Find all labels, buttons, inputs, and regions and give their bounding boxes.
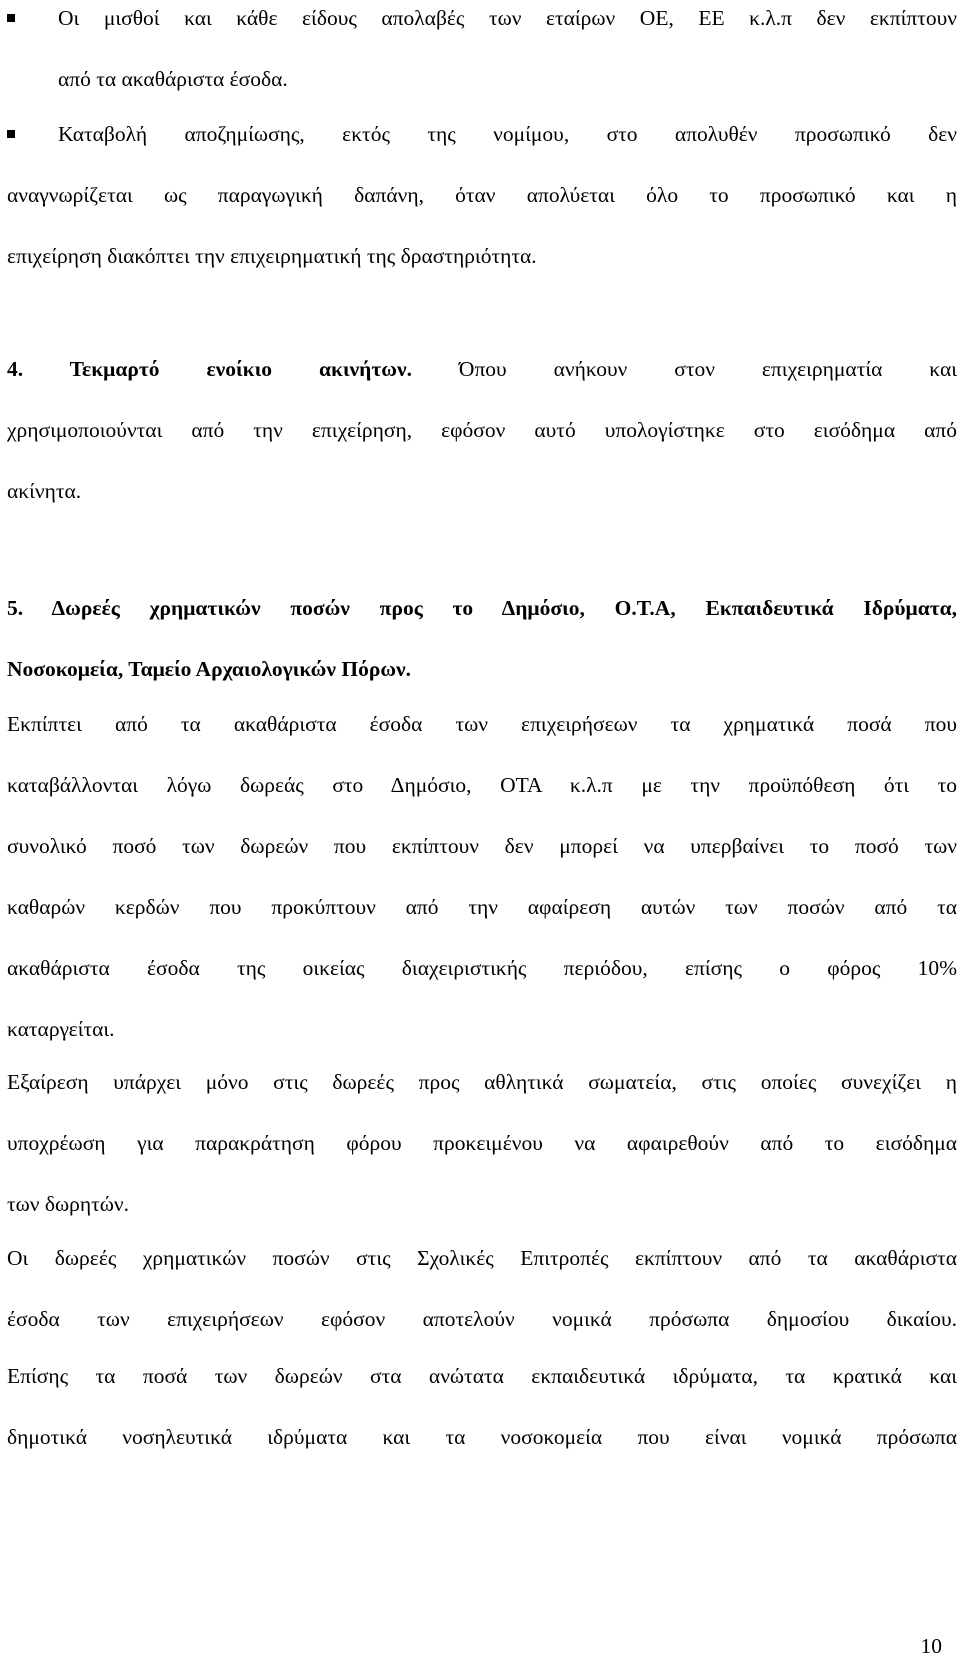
page-number: 10 [920,1634,942,1658]
paragraph-line: των δωρητών. [7,1192,130,1216]
section-5-heading [7,578,957,700]
paragraph-sports-clubs [7,1052,957,1235]
bullet-item-compensation [7,104,957,287]
section-5-heading-line: 5. Δωρεές χρηματικών ποσών προς το Δημόσιο, Ο.Τ.Α, Εκπαιδευτικά Ιδρύματα, [7,596,957,620]
bullet-line [7,0,957,49]
paragraph-line: Εκπίπτει από τα ακαθάριστα έσοδα των επιχειρήσεων τα χρηματικά ποσά που [7,712,957,736]
paragraph-higher-education [7,1346,957,1468]
paragraph-donations-deduction [7,694,957,1060]
paragraph-line: συνολικό ποσό των δωρεών που εκπίπτουν δεν μπορεί να υπερβαίνει το ποσό των [7,834,957,858]
paragraph-line: καταβάλλονται λόγω δωρεάς στο Δημόσιο, ΟΤΑ κ.λ.π με την προϋπόθεση ότι το [7,773,957,797]
square-bullet-icon [7,130,15,138]
bullet-text: επιχείρηση διακόπτει την επιχειρηματική της δραστηριότητα. [7,244,537,268]
paragraph-line: έσοδα των επιχειρήσεων εφόσον αποτελούν νομικά πρόσωπα δημοσίου δικαίου. [7,1307,957,1331]
section-4-text: Όπου ανήκουν στον επιχειρηματία και [458,357,958,381]
bullet-text: Οι μισθοί και κάθε είδους απολαβές των εταίρων ΟΕ, ΕΕ κ.λ.π δεν εκπίπτουν [58,6,957,30]
bullet-text: Καταβολή αποζημίωσης, εκτός της νομίμου, στο απολυθέν προσωπικό δεν [58,122,957,146]
paragraph-line: υποχρέωση για παρακράτηση φόρου προκειμένου να αφαιρεθούν από το εισόδημα [7,1131,957,1155]
section-5-heading-line: Νοσοκομεία, Ταμείο Αρχαιολογικών Πόρων. [7,657,412,681]
section-4 [7,339,957,522]
bullet-item-salaries [7,0,957,110]
bullet-text: από τα ακαθάριστα έσοδα. [58,67,288,91]
section-4-text: χρησιμοποιούνται από την επιχείρηση, εφόσον αυτό υπολογίστηκε στο εισόδημα από [7,418,957,442]
section-4-heading: 4. Τεκμαρτό ενοίκιο ακινήτων. [7,357,412,381]
bullet-line [7,104,957,165]
paragraph-line: καταργείται. [7,1017,115,1041]
paragraph-line: Εξαίρεση υπάρχει μόνο στις δωρεές προς αθλητικά σωματεία, στις οποίες συνεχίζει η [7,1070,957,1094]
section-4-text: ακίνητα. [7,479,82,503]
section-4-first-line [7,339,957,400]
paragraph-line: Επίσης τα ποσά των δωρεών στα ανώτατα εκπαιδευτικά ιδρύματα, τα κρατικά και [7,1364,957,1388]
paragraph-line: δημοτικά νοσηλευτικά ιδρύματα και τα νοσοκομεία που είναι νομικά πρόσωπα [7,1425,957,1449]
paragraph-line: καθαρών κερδών που προκύπτουν από την αφαίρεση αυτών των ποσών από τα [7,895,957,919]
paragraph-school-committees [7,1228,957,1350]
square-bullet-icon [7,14,15,22]
paragraph-line: Οι δωρεές χρηματικών ποσών στις Σχολικές Επιτροπές εκπίπτουν από τα ακαθάριστα [7,1246,957,1270]
paragraph-line: ακαθάριστα έσοδα της οικείας διαχειριστικής περιόδου, επίσης ο φόρος 10% [7,956,957,980]
bullet-text: αναγνωρίζεται ως παραγωγική δαπάνη, όταν απολύεται όλο το προσωπικό και η [7,183,957,207]
